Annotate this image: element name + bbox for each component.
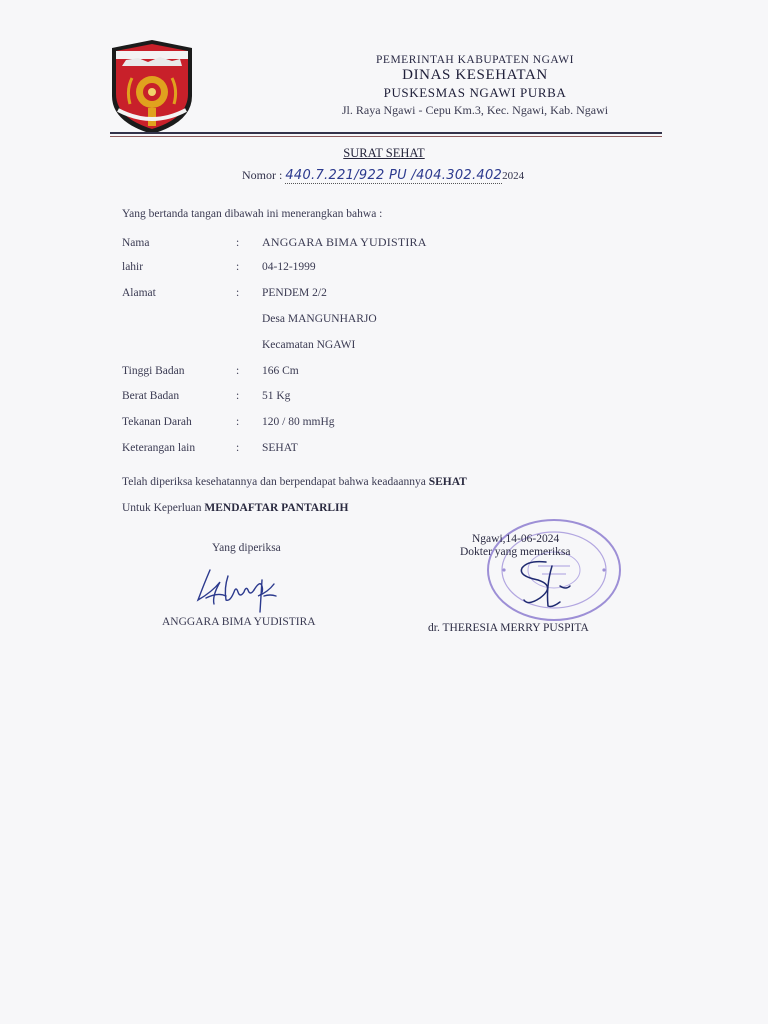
ngawi-emblem-icon — [108, 38, 196, 136]
field-label: Alamat — [122, 287, 156, 299]
field-value: SEHAT — [262, 442, 298, 454]
field-alamat-kecamatan — [122, 339, 355, 351]
examinee-name: ANGGARA BIMA YUDISTIRA — [162, 616, 316, 628]
field-colon: : — [236, 365, 240, 377]
health-statement — [122, 476, 467, 488]
field-value: Desa MANGUNHARJO — [262, 313, 377, 325]
field-value: 51 Kg — [262, 390, 291, 402]
letterhead-divider — [110, 132, 662, 134]
nomor-handwritten: 440.7.221/922 PU /404.302.402 — [285, 168, 503, 183]
document-title: SURAT SEHAT — [343, 146, 425, 160]
address-line: Jl. Raya Ngawi - Cepu Km.3, Kec. Ngawi, Kab. Ngawi — [341, 103, 609, 117]
puskesmas-line: PUSKESMAS NGAWI PURBA — [383, 85, 567, 100]
examinee-signature-icon — [190, 562, 290, 614]
field-alamat — [122, 287, 327, 299]
nomor-year: 2024 — [502, 170, 525, 182]
doctor-label: Dokter yang memeriksa — [460, 546, 571, 558]
statement-prefix: Telah diperiksa kesehatannya dan berpendapat bahwa keadaannya — [122, 476, 429, 488]
field-keterangan — [122, 442, 298, 454]
field-colon: : — [236, 390, 240, 402]
doctor-signature-icon — [508, 556, 580, 612]
intro-text: Yang bertanda tangan dibawah ini menerangkan bahwa : — [122, 208, 383, 220]
field-label: Berat Badan — [122, 390, 180, 402]
nomor-label: Nomor : — [242, 168, 286, 182]
letterhead-text — [290, 54, 660, 118]
field-berat — [122, 390, 290, 402]
field-colon: : — [236, 442, 240, 454]
field-tinggi — [122, 365, 299, 377]
field-lahir — [122, 261, 316, 273]
department-line: DINAS KESEHATAN — [402, 67, 548, 83]
field-label: Keterangan lain — [122, 442, 196, 454]
doctor-name: dr. THERESIA MERRY PUSPITA — [428, 622, 589, 634]
field-value: 120 / 80 mmHg — [262, 416, 335, 428]
field-label: Nama — [122, 237, 150, 249]
field-value: 04-12-1999 — [262, 261, 316, 273]
field-value: Kecamatan NGAWI — [262, 339, 356, 351]
purpose-statement — [122, 502, 348, 514]
field-colon: : — [236, 287, 240, 299]
field-value: PENDEM 2/2 — [262, 287, 327, 299]
gov-line: PEMERINTAH KABUPATEN NGAWI — [376, 54, 574, 66]
statement-status: SEHAT — [428, 476, 467, 488]
field-label: Tinggi Badan — [122, 365, 185, 377]
field-tekanan — [122, 416, 335, 428]
field-colon: : — [236, 237, 240, 249]
field-colon: : — [236, 416, 240, 428]
letterhead-divider-thin — [110, 136, 662, 137]
field-nama — [122, 235, 427, 250]
purpose-value: MENDAFTAR PANTARLIH — [204, 502, 349, 514]
purpose-prefix: Untuk Keperluan — [122, 502, 205, 514]
field-colon: : — [236, 261, 240, 273]
document-number — [242, 168, 524, 184]
signing-date: Ngawi,14-06-2024 — [472, 533, 560, 545]
examinee-label: Yang diperiksa — [212, 542, 281, 554]
field-value: 166 Cm — [262, 365, 299, 377]
field-value: ANGGARA BIMA YUDISTIRA — [262, 235, 427, 249]
field-label: Tekanan Darah — [122, 416, 192, 428]
field-label: lahir — [122, 261, 144, 273]
field-alamat-desa — [122, 313, 377, 325]
